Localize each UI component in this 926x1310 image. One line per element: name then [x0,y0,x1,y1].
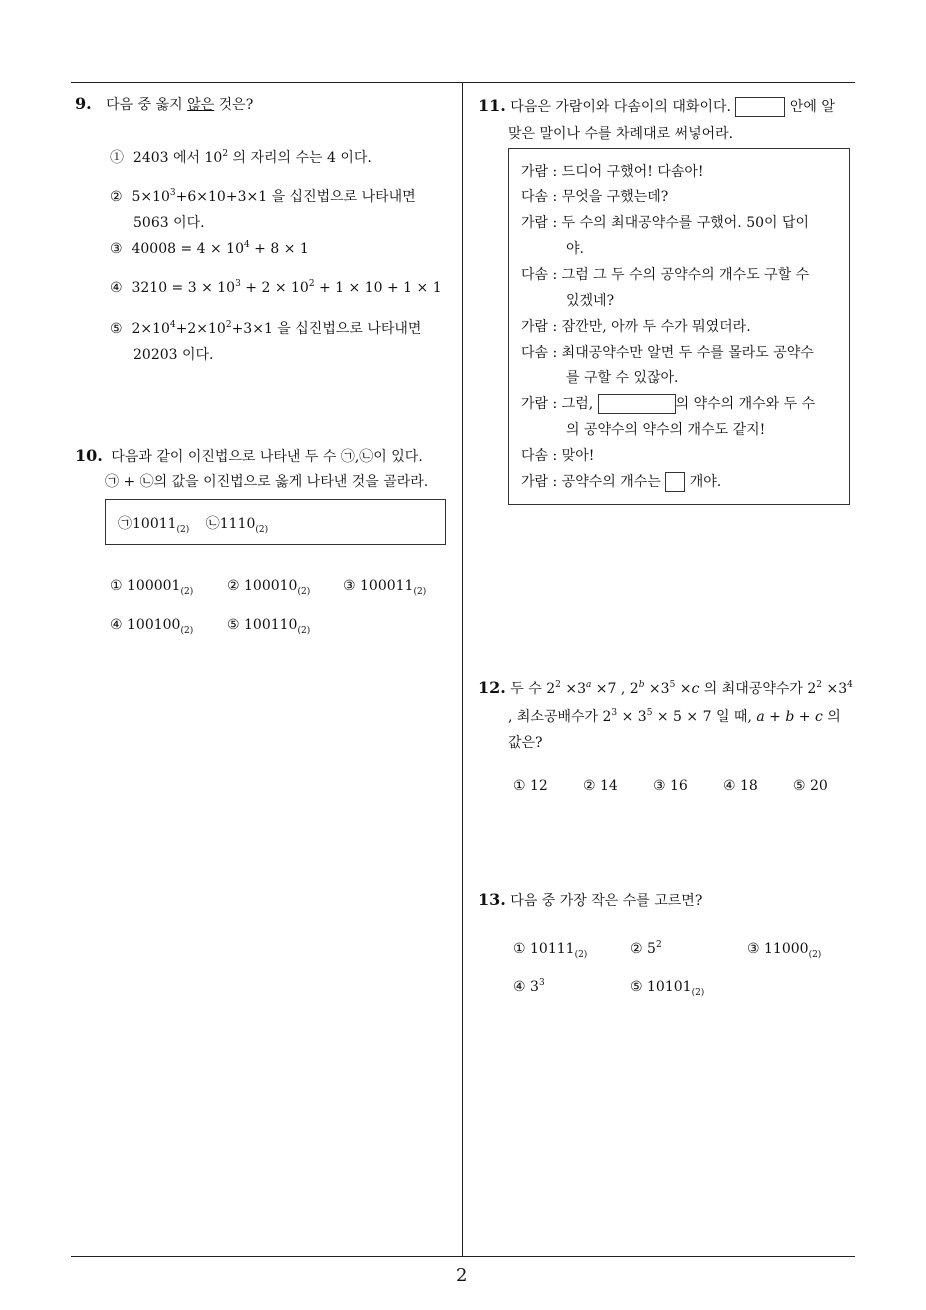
given-numbers-box [105,499,446,545]
q10-option-1[interactable]: ① $100001_{(2)}$ [110,578,194,597]
dialog-line: 가람 : 공약수의 개수는 개야. [521,474,722,490]
question-stem-line2: , 최소공배수가 $2^3 \times 3^5 \times 5 \times 7$ 일 때, a + b + c 의 [508,708,841,725]
question-10 [75,446,423,466]
q12-option-3[interactable]: ③ 16 [653,778,688,794]
q9-option-5[interactable]: ⑤ $2\times 10^4+2\times 10^2+3\times 1$ 을 십진법으로 나타내면 [110,320,422,337]
q13-option-2[interactable]: ② $5^2$ [630,940,662,957]
q12-option-1[interactable]: ① 12 [513,778,548,794]
question-stem: 다음 중 옳지 않은 것은? [106,97,254,113]
q9-option-1[interactable]: ① 2403 에서 $10^2$ 의 자리의 수는 4 이다. [110,149,372,166]
dialog-line: 다솜 : 최대공약수만 알면 두 수를 몰라도 공약수 [521,345,814,361]
q9-option-2-line2: 5063 이다. [133,215,205,231]
dialog-line: 가람 : 두 수의 최대공약수를 구했어. 50이 답이 [521,215,810,231]
question-stem: 다음 중 가장 작은 수를 고르면? [510,893,703,909]
q10-option-4[interactable]: ④ $100100_{(2)}$ [110,617,194,636]
dialog-line: 다솜 : 무엇을 구했는데? [521,189,669,205]
dialog-line: 의 공약수의 약수의 개수도 같지! [566,422,766,438]
page-number: 2 [456,1265,468,1286]
question-9 [75,94,253,114]
question-stem-line2: ㉠ + ㉡의 값을 이진법으로 옳게 나타낸 것을 골라라. [105,474,429,490]
q9-option-5-line2: 20203 이다. [133,347,214,363]
dialog-line: 있겠네? [566,293,615,309]
question-stem-line2: 맞은 말이나 수를 차례대로 써넣어라. [508,126,734,142]
dialog-line: 를 구할 수 있잖아. [566,370,679,386]
given-numbers: $㉠10011_{(2)}$ $㉡1110_{(2)}$ [118,516,269,535]
dialog-line: 가람 : 잠깐만, 아까 두 수가 뭐였더라. [521,319,751,335]
question-12 [478,678,853,698]
question-13 [478,890,702,910]
answer-blank[interactable] [735,97,785,117]
q13-option-4[interactable]: ④ $3^3$ [513,978,545,995]
question-number: 10. [75,446,103,465]
dialog-line: 가람 : 그럼, 의 약수의 개수와 두 수 [521,396,816,412]
q12-option-2[interactable]: ② 14 [583,778,618,794]
q10-option-5[interactable]: ⑤ $100110_{(2)}$ [227,617,311,636]
answer-blank[interactable] [665,472,685,492]
q12-option-4[interactable]: ④ 18 [723,778,758,794]
question-stem-line1: 다음과 같이 이진법으로 나타낸 두 수 ㉠,㉡이 있다. [111,449,423,465]
dialog-line: 다솜 : 맞아! [521,448,595,464]
q10-option-3[interactable]: ③ $100011_{(2)}$ [343,578,427,597]
dialog-line: 야. [566,241,584,257]
q13-option-5[interactable]: ⑤ $10101_{(2)}$ [630,979,705,998]
question-number: 11. [478,96,506,115]
q10-option-2[interactable]: ② $100010_{(2)}$ [227,578,311,597]
bottom-rule [71,1256,855,1257]
column-divider [462,83,463,1257]
q9-option-2[interactable]: ② $5\times 10^3+6\times 10+3\times 1$ 을 십진법으로 나타내면 [110,188,416,205]
question-stem-line1: 두 수 $2^2 \times 3^a \times 7$ , $2^b \times 3^5 \times c$ 의 최대공약수가 $2^2 \times 3^4$ [510,680,853,697]
top-rule [71,82,855,83]
question-number: 13. [478,890,506,909]
question-stem-line3: 값은? [508,735,543,751]
dialog-line: 다솜 : 그럼 그 두 수의 공약수의 개수도 구할 수 [521,267,810,283]
dialog-line: 가람 : 드디어 구했어! 다솜아! [521,164,704,180]
q12-option-5[interactable]: ⑤ 20 [793,778,828,794]
q9-option-4[interactable]: ④ $3210 = 3 \times 10^3 + 2 \times 10^2 + 1 \times 10 + 1 \times 1$ [110,279,442,296]
answer-blank[interactable] [598,394,676,414]
q13-option-1[interactable]: ① $10111_{(2)}$ [513,941,588,960]
question-number: 12. [478,678,506,697]
q9-option-3[interactable]: ③ $40008 = 4 \times 10^4 + 8 \times 1$ [110,240,309,257]
q13-option-3[interactable]: ③ $11000_{(2)}$ [747,941,822,960]
question-11: 11. 다음은 가람이와 다솜이의 대화이다. 안에 알 [478,96,835,115]
question-stem-line1: 다음은 가람이와 다솜이의 대화이다. [510,99,731,115]
question-number: 9. [75,94,92,113]
